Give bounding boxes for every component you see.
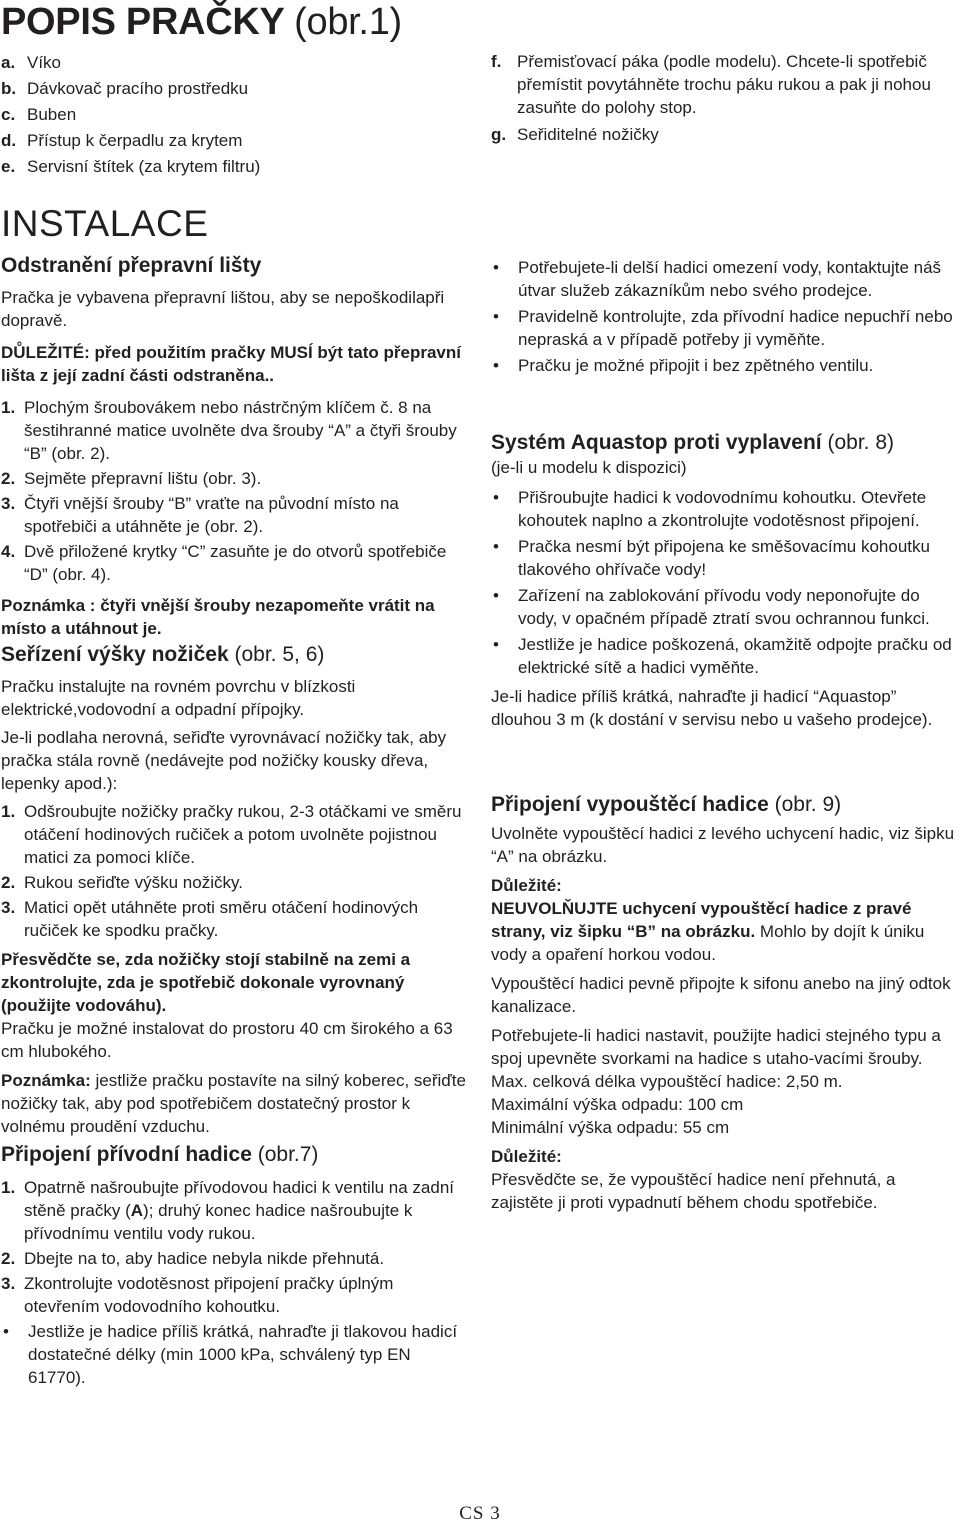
- aquastop-bullets: [491, 486, 955, 679]
- aquastop-sub: (je-li u modelu k dispozici): [491, 458, 687, 477]
- aquastop-bullet: • Pračka nesmí být připojena ke směšovacímu kohoutku tlakového ohřívače vody!: [491, 535, 955, 581]
- step-mark: 2.: [1, 1249, 16, 1268]
- page-title-main: POPIS PRAČKY: [1, 1, 284, 43]
- aquastop-heading-ref: (obr. 8): [827, 431, 895, 454]
- step-text: Opatrně našroubujte přívodovou hadici k ventilu na zadní stěně pračky (: [24, 1178, 454, 1220]
- aquastop-bullet: • Jestliže je hadice poškozená, okamžitě odpojte pračku od elektrické sítě a hadici vyměňte.: [491, 633, 955, 679]
- part-text: Dávkovač pracího prostředku: [27, 79, 249, 98]
- part-mark: f.: [491, 52, 502, 71]
- part-mark: b.: [1, 79, 17, 98]
- parts-list-continued: [491, 50, 955, 148]
- part-item: [491, 50, 955, 119]
- step-mark: 1.: [1, 802, 16, 821]
- drain-spec: Maximální výška odpadu: 100 cm: [491, 1095, 744, 1114]
- page-number: CS 3: [459, 1503, 501, 1524]
- inlet-heading: [1, 1142, 469, 1168]
- drain-p2: Vypouštěcí hadici pevně připojte k sifonu anebo na jiný odtok kanalizace.: [491, 974, 951, 1016]
- inlet-heading-main: Připojení přívodní hadice: [1, 1143, 252, 1166]
- part-item: [1, 154, 469, 180]
- drain-section: [491, 822, 955, 1214]
- drain-spec: Minimální výška odpadu: 55 cm: [491, 1118, 730, 1137]
- step-text: ); druhý konec hadice našroubujte k přívodnímu ventilu vody rukou.: [24, 1201, 413, 1243]
- step-mark: 1.: [1, 398, 16, 417]
- part-text: Přístup k čerpadlu za krytem: [27, 131, 243, 150]
- part-item: [1, 102, 469, 128]
- step-mark: 3.: [1, 494, 16, 513]
- drain-spec: Max. celková délka vypouštěcí hadice: 2,50 m.: [491, 1072, 843, 1091]
- step-mark: 4.: [1, 542, 16, 561]
- inlet-step: [1, 1272, 469, 1318]
- aquastop-p: Je-li hadice příliš krátká, nahraďte ji hadicí “Aquastop” dlouhou 3 m (k dostání v servisu nebo u vašeho prodejce).: [491, 687, 933, 729]
- step-mark: 3.: [1, 1274, 16, 1293]
- transport-warning: DŮLEŽITÉ: před použitím pračky MUSÍ být tato přepravní lišta z její zadní části odstraněna..: [1, 343, 461, 385]
- transport-section: [1, 286, 469, 640]
- aquastop-bullet: • Přišroubujte hadici k vodovodnímu kohoutku. Otevřete kohoutek naplno a zkontrolujte vodotěsnost připojení.: [491, 486, 955, 532]
- drain-p3: Potřebujete-li hadici nastavit, použijte hadici stejného typu a spoj upevněte svorkami na hadice s utaho-vacími šrouby.: [491, 1026, 941, 1068]
- transport-steps: [1, 396, 469, 586]
- leveling-step: [1, 896, 469, 942]
- step-text: Sejměte přepravní lištu (obr. 3).: [24, 469, 262, 488]
- step-text: Dvě přiložené krytky “C” zasuňte je do otvorů spotřebiče “D” (obr. 4).: [24, 542, 447, 584]
- drain-heading-ref: (obr. 9): [774, 793, 842, 816]
- part-mark: d.: [1, 131, 17, 150]
- drain-p1: Uvolněte vypouštěcí hadici z levého uchycení hadic, viz šipku “A” na obrázku.: [491, 824, 955, 866]
- leveling-steps: [1, 800, 469, 942]
- drain-warning: [491, 897, 955, 966]
- transport-step: [1, 540, 469, 586]
- step-text-bold: A: [130, 1201, 144, 1220]
- leveling-heading-ref: (obr. 5, 6): [234, 643, 325, 666]
- part-item: [1, 50, 469, 76]
- aquastop-section: [491, 456, 955, 731]
- part-item: [491, 122, 955, 148]
- inlet-step: [1, 1247, 469, 1270]
- step-mark: 1.: [1, 1178, 16, 1197]
- step-text: Čtyři vnější šrouby “B” vraťte na původní místo na spotřebiči a utáhněte je (obr. 2).: [24, 494, 399, 536]
- inlet-section: [1, 1176, 469, 1392]
- drain-p4: Přesvědčte se, že vypouštěcí hadice není přehnutá, a zajistěte ji proti vypadnutí během chodu spotřebiče.: [491, 1170, 896, 1212]
- transport-note: Poznámka : čtyři vnější šrouby nezapomeňte vrátit na místo a utáhnout je.: [1, 596, 435, 638]
- inlet-notes: [491, 256, 955, 380]
- drain-important-label: Důležité:: [491, 1147, 562, 1166]
- leveling-p2: Je-li podlaha nerovná, seřiďte vyrovnávací nožičky tak, aby pračka stála rovně (nedávejte pod nožičky kousky dřeva, lepenky apod.):: [1, 728, 447, 793]
- part-text: Přemisťovací páka (podle modelu). Chcete-li spotřebič přemístit povytáhněte trochu páku rukou a pak ji nohou zasuňte do polohy stop.: [517, 52, 931, 117]
- drain-heading-main: Připojení vypouštěcí hadice: [491, 793, 769, 816]
- aquastop-heading-main: Systém Aquastop proti vyplavení: [491, 431, 822, 454]
- parts-list: [1, 50, 469, 180]
- transport-step: [1, 396, 469, 465]
- inlet-note-bullet: • Pravidelně kontrolujte, zda přívodní hadice nepuchří nebo nepraská a v případě potřeby ji vyměňte.: [491, 305, 955, 351]
- part-item: [1, 76, 469, 102]
- part-item: [1, 128, 469, 154]
- transport-intro: Pračka je vybavena přepravní lištou, aby se nepoškodilapři dopravě.: [1, 288, 445, 330]
- part-mark: c.: [1, 105, 16, 124]
- step-text: Rukou seřiďte výšku nožičky.: [24, 873, 243, 892]
- leveling-p1: Pračku instalujte na rovném povrchu v blízkosti elektrické,vodovodní a odpadní přípojky.: [1, 677, 356, 719]
- part-text: Seřiditelné nožičky: [517, 125, 659, 144]
- transport-step: [1, 492, 469, 538]
- drain-heading: [491, 792, 955, 818]
- page-title: [1, 0, 469, 44]
- note-label: Poznámka:: [1, 1071, 91, 1090]
- step-mark: 2.: [1, 469, 16, 488]
- step-mark: 3.: [1, 898, 16, 917]
- part-mark: a.: [1, 53, 16, 72]
- part-mark: g.: [491, 125, 507, 144]
- leveling-heading: [1, 642, 469, 668]
- step-text: Odšroubujte nožičky pračky rukou, 2-3 otáčkami ve směru otáčení hodinových ručiček a potom uvolněte pojistnou matici za pomoci klíče.: [24, 802, 462, 867]
- leveling-note: [1, 1069, 469, 1138]
- leveling-section: [1, 675, 469, 1138]
- step-text: Dbejte na to, aby hadice nebyla nikde přehnutá.: [24, 1249, 385, 1268]
- page-title-ref: (obr.1): [294, 1, 402, 43]
- leveling-warning: Přesvědčte se, zda nožičky stojí stabilně na zemi a zkontrolujte, zda je spotřebič dokonale vyrovnaný (použijte vodováhu).: [1, 950, 411, 1015]
- transport-heading: Odstranění přepravní lišty: [1, 254, 262, 277]
- part-mark: e.: [1, 157, 16, 176]
- part-text: Servisní štítek (za krytem filtru): [27, 157, 261, 176]
- step-text: Zkontrolujte vodotěsnost připojení pračky úplným otevřením vodovodního kohoutku.: [24, 1274, 394, 1316]
- aquastop-heading: [491, 430, 955, 456]
- leveling-step: [1, 800, 469, 869]
- part-text: Buben: [27, 105, 77, 124]
- inlet-note-bullet: • Potřebujete-li delší hadici omezení vody, kontaktujte náš útvar služeb zákazníkům nebo svého prodejce.: [491, 256, 955, 302]
- aquastop-bullet: • Zařízení na zablokování přívodu vody neponořujte do vody, v opačném případě ztratí svou ochrannou funkci.: [491, 584, 955, 630]
- drain-warning-text: Mohlo by dojít k úniku vody a opaření horkou vodou.: [491, 922, 925, 964]
- leveling-step: [1, 871, 469, 894]
- inlet-note-bullet: • Pračku je možné připojit i bez zpětného ventilu.: [491, 354, 955, 377]
- step-mark: 2.: [1, 873, 16, 892]
- section-heading-instalace: INSTALACE: [1, 203, 209, 244]
- inlet-step: [1, 1176, 469, 1245]
- leveling-heading-main: Seřízení výšky nožiček: [1, 643, 229, 666]
- inlet-heading-ref: (obr.7): [257, 1143, 319, 1166]
- leveling-p3: Pračku je možné instalovat do prostoru 40 cm širokého a 63 cm hlubokého.: [1, 1019, 453, 1061]
- step-text: Matici opět utáhněte proti směru otáčení hodinových ručiček ke spodku pračky.: [24, 898, 419, 940]
- inlet-bullet: • Jestliže je hadice příliš krátká, nahraďte ji tlakovou hadicí dostatečné délky (min 1000 kPa, schválený typ EN 61770).: [1, 1320, 469, 1389]
- drain-important-label: Důležité:: [491, 876, 562, 895]
- note-text: jestliže pračku postavíte na silný koberec, seřiďte nožičky tak, aby pod spotřebičem dostatečný prostor k volnému proudění vzduchu.: [1, 1071, 466, 1136]
- part-text: Víko: [27, 53, 62, 72]
- drain-warning-bold: NEUVOLŇUJTE uchycení vypouštěcí hadice z pravé strany, viz šipku “B” na obrázku.: [491, 899, 912, 941]
- step-text: Plochým šroubovákem nebo nástrčným klíčem č. 8 na šestihranné matice uvolněte dva šrouby “A” a čtyři šrouby “B” (obr. 2).: [24, 398, 457, 463]
- transport-step: [1, 467, 469, 490]
